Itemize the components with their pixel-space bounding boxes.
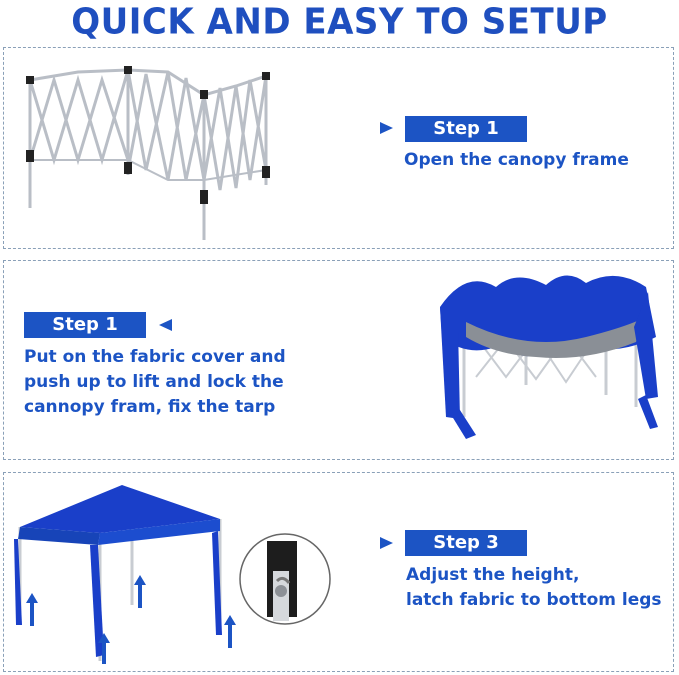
step-3-panel — [3, 472, 674, 672]
step-description: Open the canopy frame — [404, 150, 629, 170]
step-2-panel — [3, 260, 674, 460]
assembled-canopy-illustration — [12, 475, 242, 671]
step-badge: Step 1 — [24, 312, 146, 338]
play-arrow-icon — [380, 537, 393, 549]
page-title: QUICK AND EASY TO SETUP — [71, 1, 608, 43]
canopy-cover-illustration — [436, 267, 666, 457]
step-description — [24, 345, 286, 420]
canopy-frame-illustration — [18, 50, 288, 250]
description-line: Put on the fabric cover and — [24, 347, 286, 367]
play-arrow-icon — [380, 122, 393, 134]
leg-latch-detail — [237, 531, 333, 627]
step-badge: Step 3 — [405, 530, 527, 556]
step-badge: Step 1 — [405, 116, 527, 142]
description-line: Adjust the height, — [406, 565, 580, 585]
description-line: push up to lift and lock the — [24, 372, 284, 392]
play-arrow-icon — [159, 319, 172, 331]
description-line: latch fabric to bottom legs — [406, 590, 662, 610]
description-line: cannopy fram, fix the tarp — [24, 397, 276, 417]
step-description — [406, 563, 662, 613]
step-1-panel — [3, 47, 674, 249]
